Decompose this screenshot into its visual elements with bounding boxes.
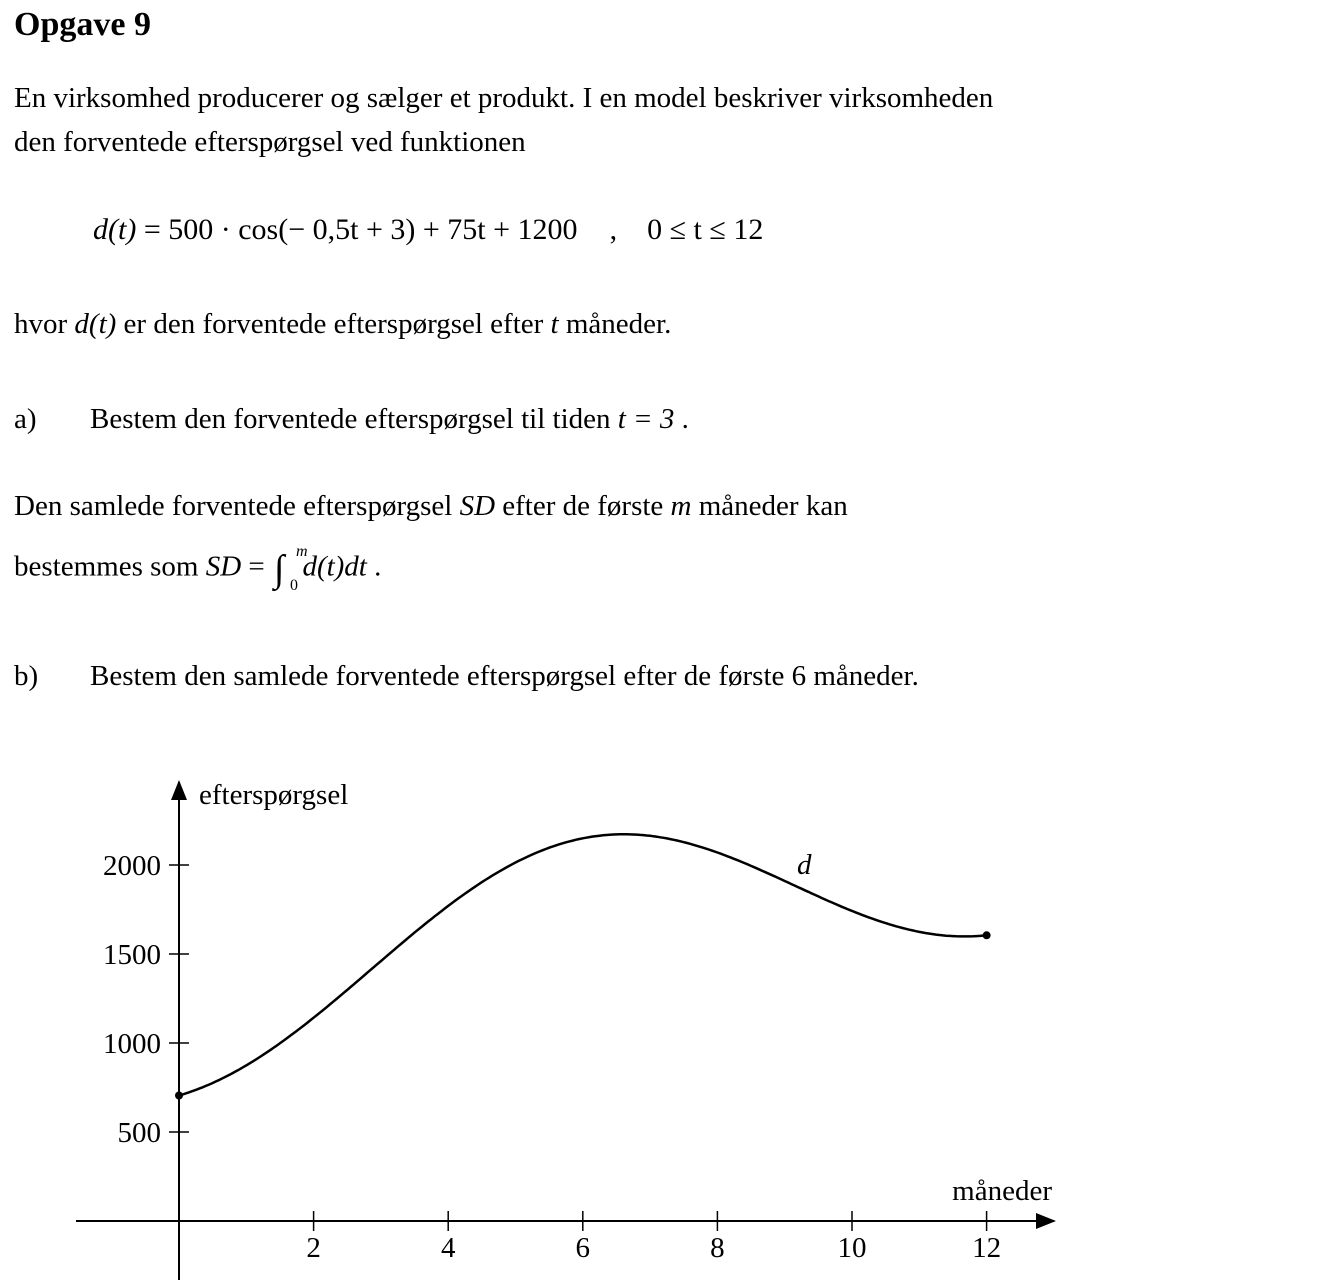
definition-function: d(t) (74, 308, 117, 340)
x-tick-label: 6 (575, 1232, 591, 1264)
intro-line-2: den forventede efterspørgsel ved funktionen (14, 126, 526, 158)
question-a-end: . (674, 403, 689, 435)
sd-line-1-mid: efter de første (495, 490, 671, 522)
y-axis-label: efterspørgsel (199, 779, 349, 811)
sd-line-2 (14, 543, 382, 594)
sd-symbol: SD (459, 490, 496, 522)
integral-lower: 0 (290, 577, 299, 594)
question-b-text: Bestem den samlede forventede efterspørgsel efter de første 6 måneder. (90, 660, 919, 692)
definition-post: måneder. (558, 308, 672, 340)
m-symbol: m (670, 490, 692, 522)
integrand: d(t)dt (302, 550, 367, 583)
sd-equals: = (241, 550, 273, 583)
sd-line-1 (14, 490, 848, 523)
demand-chart (0, 760, 1100, 1286)
integral-sign: ∫ m 0 (274, 543, 308, 594)
question-a-text (90, 403, 689, 436)
formula-separator: , (609, 213, 618, 246)
x-tick-label: 4 (440, 1232, 456, 1264)
curve-start-point (175, 1092, 183, 1100)
sd-line-2-end: . (366, 550, 382, 583)
formula-rhs: = 500 · cos(− 0,5t + 3) + 75t + 1200 (136, 213, 578, 246)
question-b-label: b) (14, 660, 39, 692)
formula-lhs: d(t) (93, 213, 137, 246)
x-tick-label: 8 (710, 1232, 725, 1264)
intro-line-1: En virksomhed producerer og sælger et produkt. I en model beskriver virksomheden (14, 82, 994, 114)
curve-end-point (983, 931, 991, 939)
sd-symbol-2: SD (205, 550, 242, 583)
question-a-body: Bestem den forventede efterspørgsel til tiden (90, 403, 618, 435)
sd-line-1-post: måneder kan (691, 490, 848, 522)
demand-formula (93, 213, 763, 247)
demand-curve (179, 834, 987, 1095)
question-a-label: a) (14, 403, 37, 435)
formula-domain: 0 ≤ t ≤ 12 (647, 213, 764, 246)
sd-line-2-pre: bestemmes som (14, 550, 206, 583)
definition-pre: hvor (14, 308, 75, 340)
exercise-title: Opgave 9 (14, 6, 151, 43)
x-tick-label: 10 (837, 1232, 867, 1264)
definition-mid: er den forventede efterspørgsel efter (116, 308, 551, 340)
x-tick-label: 12 (972, 1232, 1002, 1264)
x-axis-label: måneder (952, 1175, 1052, 1207)
sd-line-1-pre: Den samlede forventede efterspørgsel (14, 490, 460, 522)
y-tick-label: 1500 (103, 939, 161, 971)
x-tick-label: 2 (306, 1232, 321, 1264)
y-tick-label: 500 (117, 1117, 161, 1149)
question-a-expression: t = 3 (617, 403, 675, 435)
definition-sentence (14, 308, 671, 341)
integral-upper: m (296, 543, 308, 560)
curve-label: d (797, 849, 812, 881)
definition-variable: t (550, 308, 559, 340)
y-tick-label: 1000 (103, 1028, 161, 1060)
y-tick-label: 2000 (103, 850, 161, 882)
